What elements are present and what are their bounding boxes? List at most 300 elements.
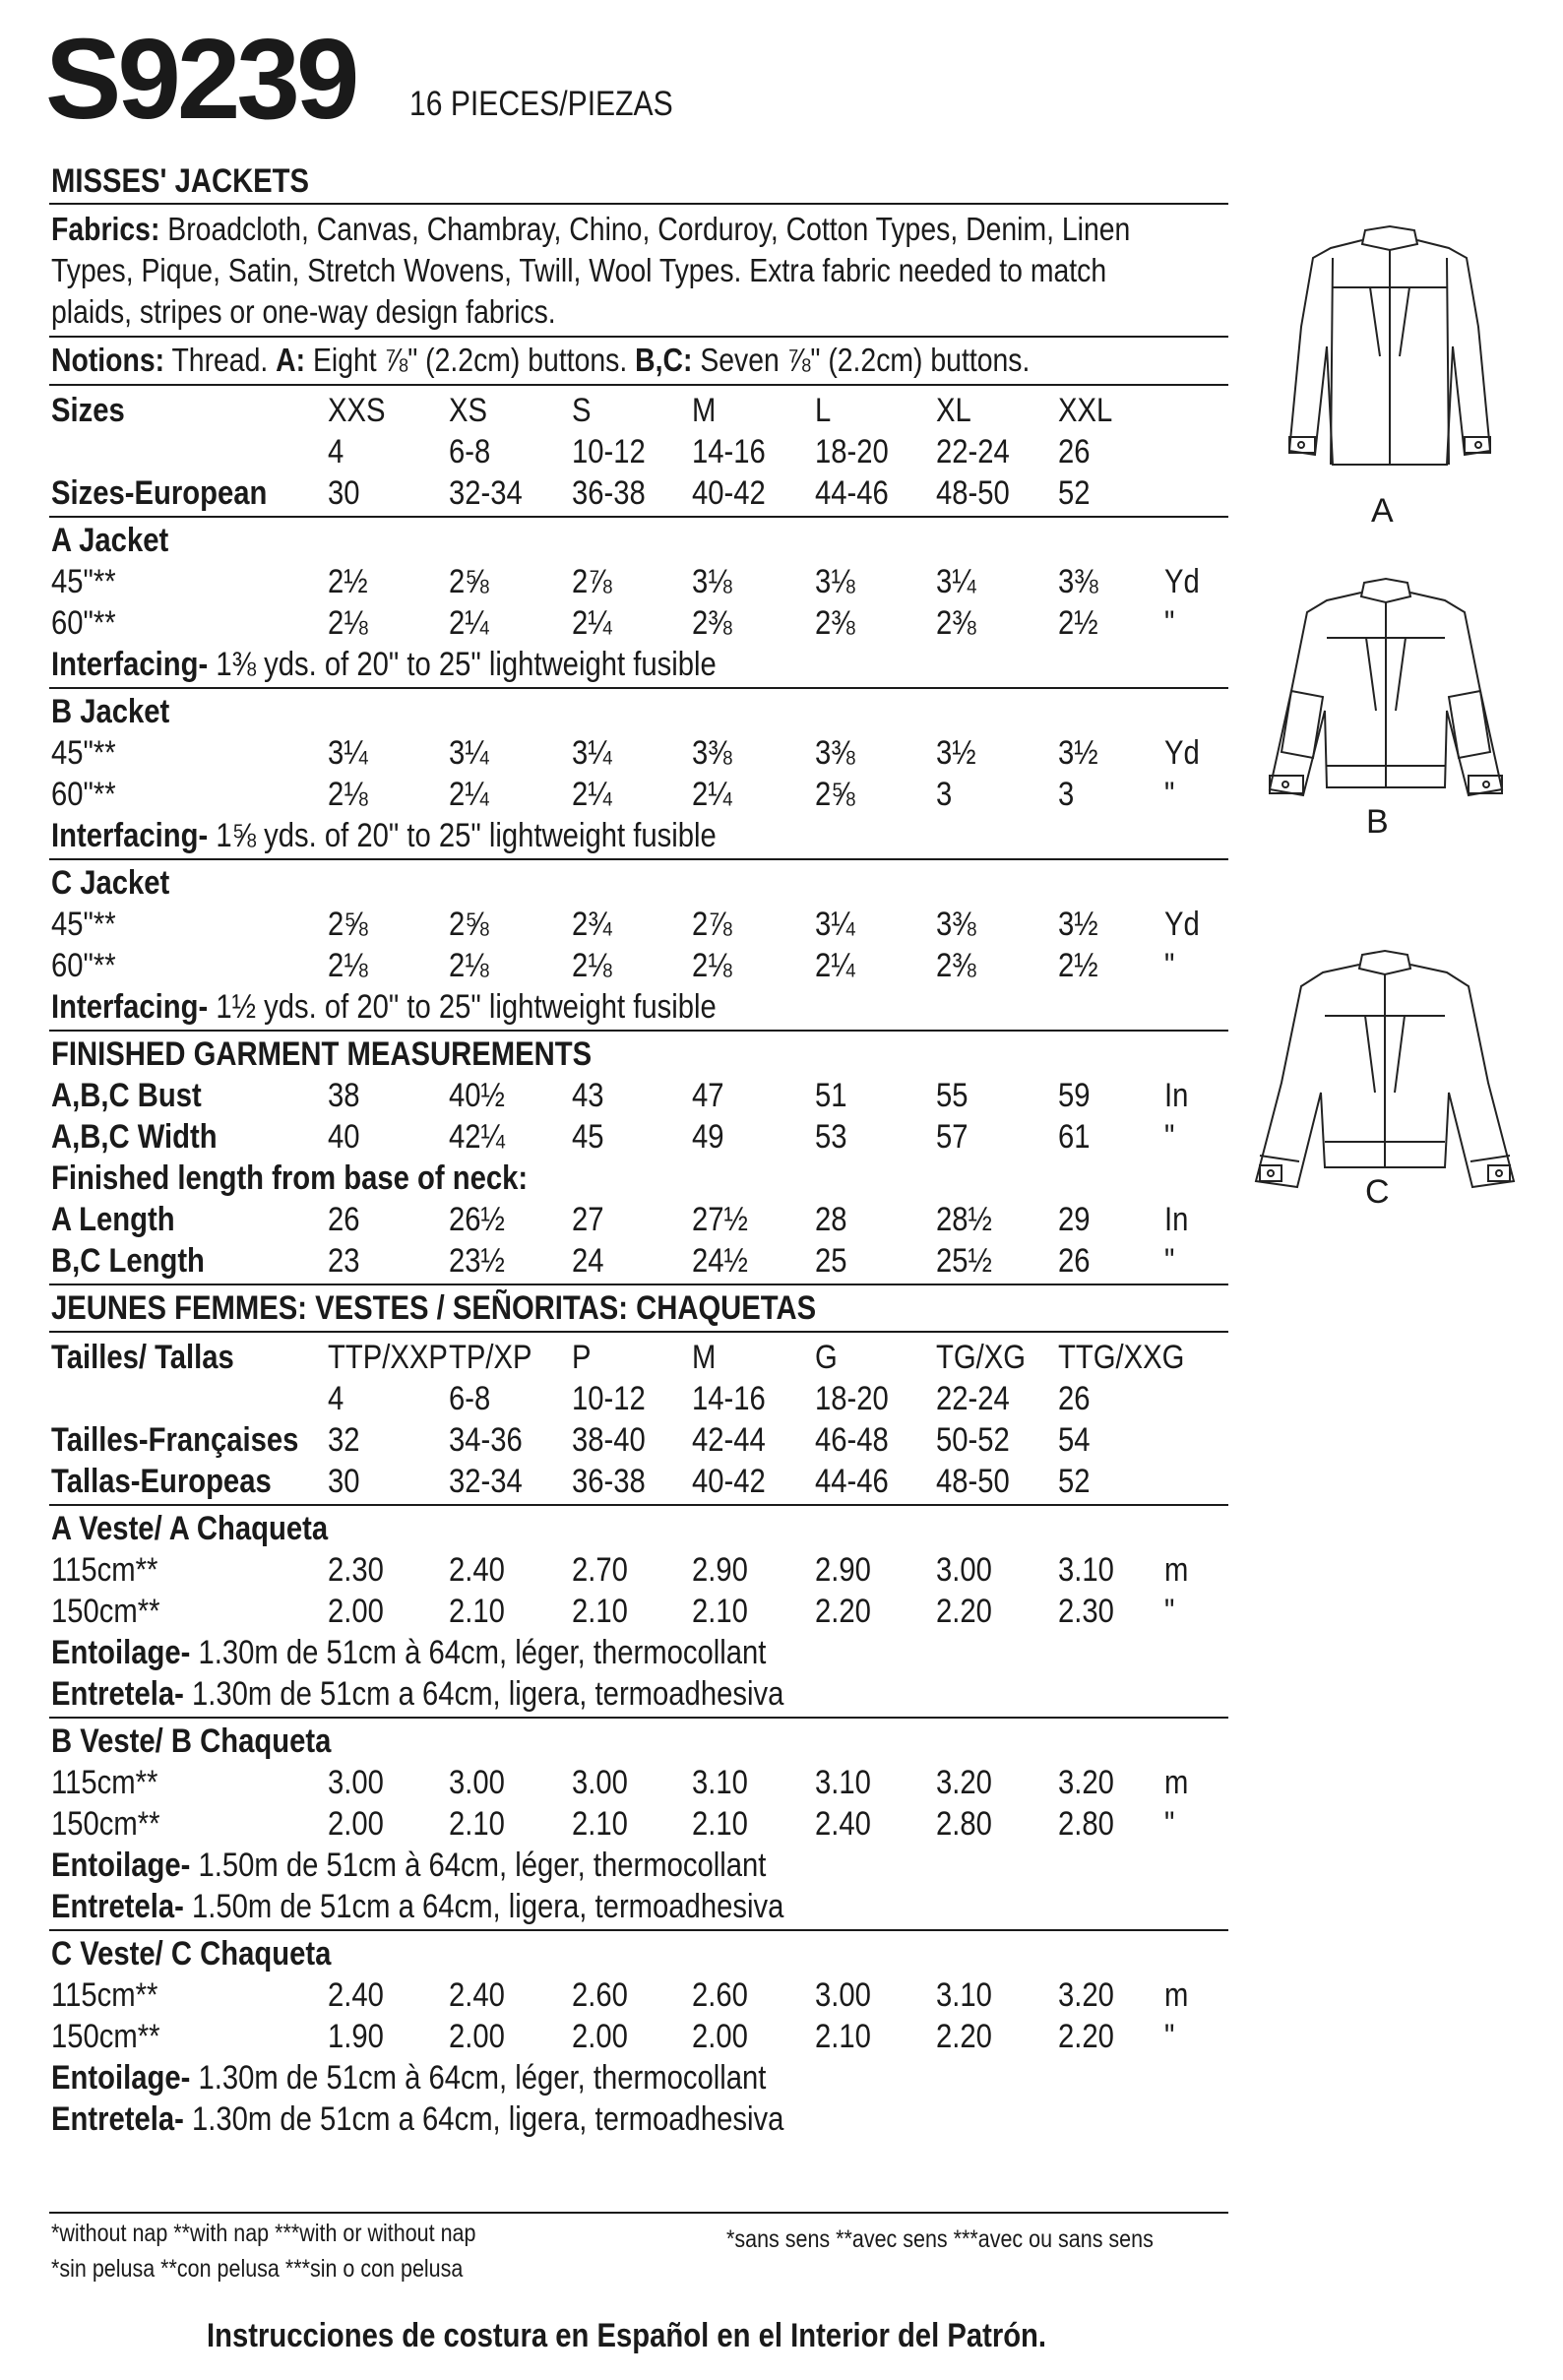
metrage-row <box>0 1762 1230 1803</box>
cell-value: 2.00 <box>449 2018 505 2055</box>
view-title <box>0 691 1230 732</box>
cell-value: 3.00 <box>449 1764 505 1801</box>
cell-value: 36-38 <box>572 1463 646 1500</box>
cell-value: 3.10 <box>1058 1551 1114 1589</box>
cell-value: 2.10 <box>572 1593 628 1630</box>
cell-value: 53 <box>815 1118 847 1156</box>
cell-value: 40 <box>328 1118 360 1156</box>
bc-length-row <box>0 1240 1230 1282</box>
cell-value: 3½ <box>1058 906 1098 943</box>
cell-value: 59 <box>1058 1077 1091 1114</box>
cell-value: 3 <box>936 776 953 813</box>
cell-value: 2.00 <box>328 1805 384 1843</box>
bust-row <box>0 1075 1230 1116</box>
row-label: 60"** <box>51 947 116 984</box>
yardage-row <box>0 732 1230 774</box>
cell-value: 3.10 <box>815 1764 871 1801</box>
pattern-title: MISSES' JACKETS <box>51 162 310 200</box>
footnote-spanish: *sin pelusa **con pelusa ***sin o con pelusa <box>51 2255 464 2283</box>
section-title: B Veste/ B Chaqueta <box>51 1722 332 1760</box>
cell-value: 2½ <box>1058 947 1098 984</box>
row-detail: 1.50m de 51cm à 64cm, léger, thermocollant <box>190 1847 767 1884</box>
row-label: 60"** <box>51 604 116 642</box>
cell-value: 23½ <box>449 1242 505 1280</box>
interfacing-row <box>0 986 1230 1028</box>
cell-value: 51 <box>815 1077 847 1114</box>
cell-value: 2.20 <box>936 1593 992 1630</box>
cell-value: 2⅞ <box>572 563 612 600</box>
cell-value: 2⅛ <box>328 776 368 813</box>
row-label: A,B,C Bust <box>51 1077 202 1114</box>
cell-value: 2½ <box>328 563 368 600</box>
unit-label: " <box>1164 1242 1175 1280</box>
piece-count: 16 PIECES/PIEZAS <box>409 85 673 123</box>
cell-value: 2¾ <box>572 906 612 943</box>
cell-value: 48-50 <box>936 474 1010 512</box>
cell-value: 2.30 <box>1058 1593 1114 1630</box>
cell-value: 3⅜ <box>692 734 732 772</box>
cell-value: 44-46 <box>815 474 889 512</box>
cell-value: 30 <box>328 1463 360 1500</box>
cell-value: 3⅛ <box>815 563 855 600</box>
cell-value: XXS <box>328 392 386 429</box>
cell-value: 4 <box>328 433 344 470</box>
cell-value: 2⅜ <box>692 604 732 642</box>
divider <box>49 1030 1228 1032</box>
divider <box>49 2212 1228 2214</box>
metrage-row <box>0 1974 1230 2016</box>
cell-value: 3¼ <box>449 734 489 772</box>
cell-value: 2.40 <box>815 1805 871 1843</box>
section-title <box>0 1287 1230 1329</box>
cell-value: 48-50 <box>936 1463 1010 1500</box>
row-label: Interfacing- <box>51 817 209 854</box>
view-title <box>0 1721 1230 1762</box>
cell-value: 3.20 <box>936 1764 992 1801</box>
row-label: 45"** <box>51 734 116 772</box>
entretela-row <box>0 1673 1230 1715</box>
row-label: Entretela- <box>51 1888 184 1925</box>
metrage-row <box>0 1549 1230 1591</box>
cell-value: 3.10 <box>692 1764 748 1801</box>
entoilage-row <box>0 1632 1230 1673</box>
row-label: 115cm** <box>51 1976 158 2014</box>
divider <box>49 858 1228 860</box>
cell-value: 40-42 <box>692 1463 766 1500</box>
cell-value: 2.90 <box>692 1551 748 1589</box>
divider <box>49 384 1228 386</box>
fabrics-label: Fabrics: <box>51 211 160 247</box>
tailles-row <box>0 1337 1230 1378</box>
cell-value: 3⅜ <box>1058 563 1098 600</box>
cell-value: M <box>692 392 717 429</box>
cell-value: 52 <box>1058 1463 1091 1500</box>
cell-value: 3.00 <box>936 1551 992 1589</box>
row-detail: 1.30m de 51cm à 64cm, léger, thermocollant <box>190 2059 767 2097</box>
cell-value: 2¼ <box>572 604 612 642</box>
cell-value: 2.00 <box>692 2018 748 2055</box>
cell-value: 2.60 <box>572 1976 628 2014</box>
cell-value: 26 <box>1058 1242 1091 1280</box>
fabrics-line-3: plaids, stripes or one-way design fabrics. <box>51 293 556 330</box>
cell-value: 2⅝ <box>815 776 855 813</box>
row-text <box>51 1845 766 1886</box>
row-label: B,C Length <box>51 1242 205 1280</box>
cell-value: 2⅜ <box>815 604 855 642</box>
cell-value: 2.10 <box>692 1593 748 1630</box>
unit-label: " <box>1164 776 1175 813</box>
row-detail: 1⅝ yds. of 20" to 25" lightweight fusible <box>208 817 717 854</box>
view-b-label: B <box>1366 803 1389 841</box>
footnote-english: *without nap **with nap ***with or without nap <box>51 2220 476 2247</box>
cell-value: XL <box>936 392 971 429</box>
metrage-row <box>0 1803 1230 1845</box>
cell-value: 2⅜ <box>936 947 976 984</box>
entretela-row <box>0 2098 1230 2140</box>
cell-value: 26 <box>1058 433 1091 470</box>
section-title: JEUNES FEMMES: VESTES / SEÑORITAS: CHAQUETAS <box>51 1289 817 1327</box>
tallas-europeas-row <box>0 1461 1230 1502</box>
cell-value: 2⅛ <box>328 947 368 984</box>
section-title <box>0 1033 1230 1075</box>
cell-value: 27½ <box>692 1201 748 1238</box>
cell-value: 2¼ <box>572 776 612 813</box>
cell-value: 46-48 <box>815 1421 889 1459</box>
section-title: C Jacket <box>51 864 170 902</box>
row-detail: 1½ yds. of 20" to 25" lightweight fusible <box>208 988 717 1026</box>
cell-value: 28½ <box>936 1201 992 1238</box>
view-a-jacket-icon <box>1262 219 1518 484</box>
row-label: Entretela- <box>51 2100 184 2138</box>
cell-value: 26 <box>328 1201 360 1238</box>
yardage-row <box>0 945 1230 986</box>
spanish-instructions-note: Instrucciones de costura en Español en el Interior del Patrón. <box>207 2317 1047 2354</box>
row-text <box>51 815 717 856</box>
cell-value: G <box>815 1339 838 1376</box>
cell-value: TG/XG <box>936 1339 1026 1376</box>
cell-value: 2.00 <box>572 2018 628 2055</box>
notions-text-3: Seven ⅞" (2.2cm) buttons. <box>692 342 1031 378</box>
cell-value: 2⅞ <box>692 906 732 943</box>
row-label: A,B,C Width <box>51 1118 218 1156</box>
cell-value: XS <box>449 392 488 429</box>
cell-value: 3.20 <box>1058 1976 1114 2014</box>
notions-label: Notions: <box>51 342 165 378</box>
view-title <box>0 1508 1230 1549</box>
cell-value: 2.40 <box>449 1551 505 1589</box>
unit-label: " <box>1164 1805 1175 1843</box>
fabrics-text-1: Broadcloth, Canvas, Chambray, Chino, Corduroy, Cotton Types, Denim, Linen <box>167 211 1131 247</box>
yardage-row <box>0 561 1230 602</box>
cell-value: 2.10 <box>572 1805 628 1843</box>
row-label: Sizes <box>51 392 125 429</box>
row-label: Tailles-Françaises <box>51 1421 299 1459</box>
section-title: FINISHED GARMENT MEASUREMENTS <box>51 1035 593 1073</box>
pattern-number: S9239 <box>45 15 356 143</box>
divider <box>49 1717 1228 1719</box>
cell-value: 57 <box>936 1118 969 1156</box>
notions-text-2: Eight ⅞" (2.2cm) buttons. <box>305 342 636 378</box>
view-title <box>0 1933 1230 1974</box>
view-title <box>0 520 1230 561</box>
length-note <box>0 1158 1230 1199</box>
row-text <box>51 1632 766 1673</box>
cell-value: 32 <box>328 1421 360 1459</box>
cell-value: 49 <box>692 1118 724 1156</box>
cell-value: 36-38 <box>572 474 646 512</box>
cell-value: 61 <box>1058 1118 1091 1156</box>
row-label: 45"** <box>51 906 116 943</box>
divider <box>49 203 1228 205</box>
cell-value: 1.90 <box>328 2018 384 2055</box>
cell-value: 40-42 <box>692 474 766 512</box>
cell-value: 2¼ <box>449 776 489 813</box>
cell-value: 2.40 <box>449 1976 505 2014</box>
cell-value: 2.10 <box>692 1805 748 1843</box>
row-label: 115cm** <box>51 1551 158 1589</box>
notions-text-1: Thread. <box>164 342 277 378</box>
unit-label: " <box>1164 1593 1175 1630</box>
unit-label: " <box>1164 947 1175 984</box>
cell-value: 3¼ <box>815 906 855 943</box>
footnote-french: *sans sens **avec sens ***avec ou sans sens <box>726 2225 1154 2253</box>
cell-value: 3.00 <box>328 1764 384 1801</box>
cell-value: 32-34 <box>449 474 523 512</box>
cell-value: 2.00 <box>328 1593 384 1630</box>
cell-value: 2⅝ <box>449 563 489 600</box>
cell-value: 3.00 <box>815 1976 871 2014</box>
row-detail: 1⅜ yds. of 20" to 25" lightweight fusible <box>208 646 717 683</box>
cell-value: 2.20 <box>1058 2018 1114 2055</box>
row-label: 150cm** <box>51 1805 160 1843</box>
cell-value: 18-20 <box>815 1380 889 1417</box>
cell-value: 25 <box>815 1242 847 1280</box>
cell-value: L <box>815 392 832 429</box>
metrage-row <box>0 1591 1230 1632</box>
entretela-row <box>0 1886 1230 1927</box>
cell-value: 2⅝ <box>328 906 368 943</box>
cell-value: 3.10 <box>936 1976 992 2014</box>
cell-value: 14-16 <box>692 1380 766 1417</box>
row-text <box>51 986 717 1028</box>
cell-value: 3⅜ <box>936 906 976 943</box>
sizes-numeric-row <box>0 431 1230 472</box>
cell-value: 29 <box>1058 1201 1091 1238</box>
cell-value: 2½ <box>1058 604 1098 642</box>
cell-value: 28 <box>815 1201 847 1238</box>
yardage-row <box>0 774 1230 815</box>
cell-value: 22-24 <box>936 1380 1010 1417</box>
interfacing-row <box>0 644 1230 685</box>
cell-value: 30 <box>328 474 360 512</box>
cell-value: 2.80 <box>1058 1805 1114 1843</box>
cell-value: 2⅜ <box>936 604 976 642</box>
cell-value: 3¼ <box>328 734 368 772</box>
notions-view-a-label: A: <box>276 342 306 378</box>
a-length-row <box>0 1199 1230 1240</box>
cell-value: 2.60 <box>692 1976 748 2014</box>
cell-value: 38-40 <box>572 1421 646 1459</box>
cell-value: 55 <box>936 1077 969 1114</box>
row-label: Entretela- <box>51 1675 184 1713</box>
cell-value: TTG/XXG <box>1058 1339 1185 1376</box>
row-label: 45"** <box>51 563 116 600</box>
view-c-jacket-icon <box>1242 945 1528 1201</box>
cell-value: 42-44 <box>692 1421 766 1459</box>
cell-value: S <box>572 392 592 429</box>
unit-label: m <box>1164 1551 1189 1589</box>
cell-value: 2⅛ <box>328 604 368 642</box>
cell-value: 26½ <box>449 1201 505 1238</box>
cell-value: 2¼ <box>815 947 855 984</box>
notions-line <box>51 340 1030 381</box>
cell-value: 6-8 <box>449 1380 491 1417</box>
unit-label: m <box>1164 1764 1189 1801</box>
divider <box>49 1331 1228 1333</box>
row-text <box>51 1673 783 1715</box>
row-label: Interfacing- <box>51 988 209 1026</box>
unit-label: In <box>1164 1077 1189 1114</box>
cell-value: 2¼ <box>692 776 732 813</box>
row-label: Sizes-European <box>51 474 268 512</box>
unit-label: " <box>1164 604 1175 642</box>
row-label: 115cm** <box>51 1764 158 1801</box>
cell-value: M <box>692 1339 717 1376</box>
cell-value: 3.00 <box>572 1764 628 1801</box>
interfacing-row <box>0 815 1230 856</box>
unit-label: In <box>1164 1201 1189 1238</box>
yardage-row <box>0 602 1230 644</box>
cell-value: 3⅛ <box>692 563 732 600</box>
cell-value: 10-12 <box>572 433 646 470</box>
sizes-european-row <box>0 472 1230 514</box>
row-text <box>51 2057 766 2098</box>
cell-value: 52 <box>1058 474 1091 512</box>
entoilage-row <box>0 1845 1230 1886</box>
cell-value: 3½ <box>936 734 976 772</box>
row-text <box>51 1886 783 1927</box>
cell-value: 2.40 <box>328 1976 384 2014</box>
cell-value: XXL <box>1058 392 1113 429</box>
cell-value: 2.10 <box>449 1805 505 1843</box>
section-title: A Veste/ A Chaqueta <box>51 1510 329 1547</box>
cell-value: 42¼ <box>449 1118 505 1156</box>
row-label: Entoilage- <box>51 1634 191 1671</box>
cell-value: 32-34 <box>449 1463 523 1500</box>
cell-value: 24 <box>572 1242 604 1280</box>
divider <box>49 1284 1228 1285</box>
cell-value: 22-24 <box>936 433 1010 470</box>
cell-value: 3.20 <box>1058 1764 1114 1801</box>
cell-value: 2¼ <box>449 604 489 642</box>
cell-value: 2.20 <box>936 2018 992 2055</box>
cell-value: 2.80 <box>936 1805 992 1843</box>
cell-value: 34-36 <box>449 1421 523 1459</box>
unit-label: Yd <box>1164 563 1200 600</box>
cell-value: 3½ <box>1058 734 1098 772</box>
cell-value: 2.30 <box>328 1551 384 1589</box>
row-detail: 1.30m de 51cm à 64cm, léger, thermocollant <box>190 1634 767 1671</box>
cell-value: TTP/XXP <box>328 1339 448 1376</box>
cell-value: 3¼ <box>572 734 612 772</box>
divider <box>49 336 1228 338</box>
cell-value: 23 <box>328 1242 360 1280</box>
row-label: Entoilage- <box>51 2059 191 2097</box>
row-label: 60"** <box>51 776 116 813</box>
cell-value: TP/XP <box>449 1339 532 1376</box>
cell-value: 6-8 <box>449 433 491 470</box>
width-row <box>0 1116 1230 1158</box>
row-detail: 1.30m de 51cm a 64cm, ligera, termoadhesiva <box>183 2100 784 2138</box>
divider <box>49 687 1228 689</box>
cell-value: 2.10 <box>449 1593 505 1630</box>
cell-value: 24½ <box>692 1242 748 1280</box>
fabrics-line-1 <box>51 209 1130 250</box>
unit-label: Yd <box>1164 906 1200 943</box>
cell-value: 40½ <box>449 1077 505 1114</box>
cell-value: 18-20 <box>815 433 889 470</box>
cell-value: 2.90 <box>815 1551 871 1589</box>
row-text <box>51 644 717 685</box>
yardage-row <box>0 904 1230 945</box>
row-label: 150cm** <box>51 2018 160 2055</box>
row-label: 150cm** <box>51 1593 160 1630</box>
cell-value: 2⅝ <box>449 906 489 943</box>
cell-value: 3⅜ <box>815 734 855 772</box>
row-detail: 1.30m de 51cm a 64cm, ligera, termoadhesiva <box>183 1675 784 1713</box>
cell-value: 14-16 <box>692 433 766 470</box>
metrage-row <box>0 2016 1230 2057</box>
cell-value: 44-46 <box>815 1463 889 1500</box>
cell-value: P <box>572 1339 592 1376</box>
cell-value: 45 <box>572 1118 604 1156</box>
tailles-numeric-row <box>0 1378 1230 1419</box>
section-title: Finished length from base of neck: <box>51 1159 529 1197</box>
cell-value: 2.10 <box>815 2018 871 2055</box>
divider <box>49 516 1228 518</box>
unit-label: " <box>1164 1118 1175 1156</box>
cell-value: 4 <box>328 1380 344 1417</box>
section-title: A Jacket <box>51 522 169 559</box>
unit-label: " <box>1164 2018 1175 2055</box>
cell-value: 50-52 <box>936 1421 1010 1459</box>
cell-value: 26 <box>1058 1380 1091 1417</box>
view-c-label: C <box>1365 1173 1390 1211</box>
section-title: C Veste/ C Chaqueta <box>51 1935 332 1973</box>
fabrics-line-2: Types, Pique, Satin, Stretch Wovens, Twill, Wool Types. Extra fabric needed to match <box>51 252 1107 288</box>
cell-value: 3¼ <box>936 563 976 600</box>
view-title <box>0 862 1230 904</box>
cell-value: 38 <box>328 1077 360 1114</box>
row-text <box>51 2098 783 2140</box>
cell-value: 47 <box>692 1077 724 1114</box>
notions-view-bc-label: B,C: <box>635 342 693 378</box>
sizes-row <box>0 390 1230 431</box>
row-detail: 1.50m de 51cm a 64cm, ligera, termoadhesiva <box>183 1888 784 1925</box>
row-label: Tailles/ Tallas <box>51 1339 234 1376</box>
divider <box>49 1929 1228 1931</box>
cell-value: 25½ <box>936 1242 992 1280</box>
divider <box>49 1504 1228 1506</box>
cell-value: 2.70 <box>572 1551 628 1589</box>
view-b-jacket-icon <box>1248 573 1524 819</box>
tailles-francaises-row <box>0 1419 1230 1461</box>
row-label: Interfacing- <box>51 646 209 683</box>
row-label: Tallas-Europeas <box>51 1463 272 1500</box>
unit-label: m <box>1164 1976 1189 2014</box>
cell-value: 10-12 <box>572 1380 646 1417</box>
cell-value: 43 <box>572 1077 604 1114</box>
